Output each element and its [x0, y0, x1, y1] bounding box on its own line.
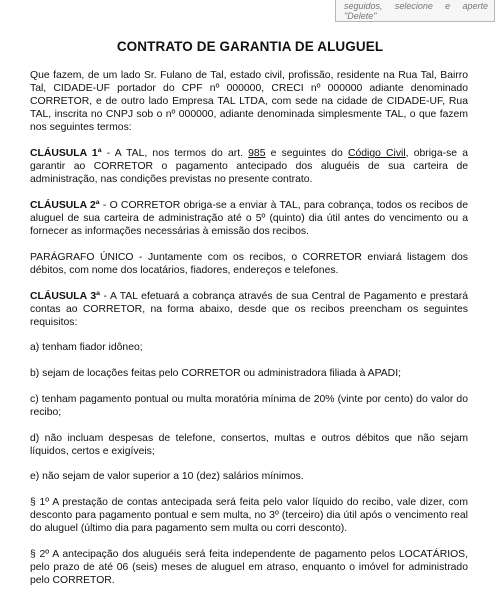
codigo-civil-link[interactable]: Código Civil — [347, 148, 406, 160]
note-line-2: "Delete" — [344, 11, 377, 21]
requirement-item-b: b) sejam de locações feitas pelo CORRETOR ou administradora filiada à APADI; — [30, 368, 401, 380]
contract-body — [30, 69, 468, 600]
requirement-item-c: c) tenham pagamento pontual ou multa moratória mínima de 20% (vinte por cento) do valor do recibo; — [30, 393, 468, 418]
note-line-1: seguidos, selecione e aperte — [344, 1, 488, 11]
paragraph-1: § 1º A prestação de contas antecipada será feita pelo valor líquido do recibo, vale dizer, com desconto para pagamento pontual e sem multa, no 3º (terceiro) dia útil após o vencimento real do aluguel (último dia para pagamento sem multa ou corri desconto). — [30, 497, 468, 535]
document-title: CONTRATO DE GARANTIA DE ALUGUEL — [116, 39, 384, 54]
intro-paragraph: Que fazem, de um lado Sr. Fulano de Tal, estado civil, profissão, residente na Rua Tal, Bairro Tal, CIDADE-UF portador do CPF nº 000000, CRECI nº 000000 adiante denominado CORRETOR, e de outro lado Empresa TAL LTDA, com sede na cidade de CIDADE-UF, Rua TAL, inscrita no CNPJ sob o nº 000000, adiante denominada simplesmente TAL, o que fazem nos seguintes termos: — [30, 70, 468, 134]
requirement-item-e: e) não sejam de valor superior a 10 (dez) salários mínimos. — [30, 471, 304, 483]
paragrafo-unico: PARÁGRAFO ÚNICO - Juntamente com os recibos, o CORRETOR enviará listagem dos débitos, com nome dos locatários, fiadores, endereços e telefones. — [30, 251, 468, 276]
article-985-link[interactable]: 985 — [248, 148, 266, 160]
clause-3-label: CLÁUSULA 3ª — [30, 290, 100, 302]
clause-2-label: CLÁUSULA 2ª — [30, 199, 100, 211]
instruction-note — [335, 0, 495, 22]
clause-2 — [30, 199, 468, 238]
clause-1 — [30, 147, 468, 186]
clause-3-text: - A TAL efetuará a cobrança através de sua Central de Pagamento e prestará contas ao CORRETOR, na forma abaixo, desde que os recibos preencham os seguintes requisitos: — [30, 290, 468, 328]
requirement-item-a: a) tenham fiador idôneo; — [30, 342, 143, 354]
clause-1-text-c: , obriga-se a garantir ao CORRETOR o pagamento antecipado dos aluguéis de sua carteira de administração, nas condições previstas no presente contrato. — [30, 148, 468, 186]
clause-3 — [30, 290, 468, 329]
requirement-item-d: d) não incluam despesas de telefone, consertos, multas e outros débitos que não sejam líquidos, certos e exigíveis; — [30, 432, 468, 457]
paragraph-2: § 2º A antecipação dos aluguéis será feita independente de pagamento pelos LOCATÁRIOS, pelo prazo de até 06 (seis) meses de aluguel em atraso, enquanto o imóvel for administrado pelo CORRETOR. — [30, 548, 468, 587]
clause-2-text: - O CORRETOR obriga-se a enviar à TAL, para cobrança, todos os recibos de aluguel de sua carteira de administração até o 5º (quinto) dia útil antes do vencimento ou a fornecer as informações necessárias à emissão dos recibos. — [30, 199, 468, 238]
clause-1-text-b: e seguintes do — [265, 148, 348, 160]
clause-1-text-a: - A TAL, nos termos do art. — [101, 148, 249, 160]
clause-1-label: CLÁUSULA 1ª — [30, 148, 102, 160]
